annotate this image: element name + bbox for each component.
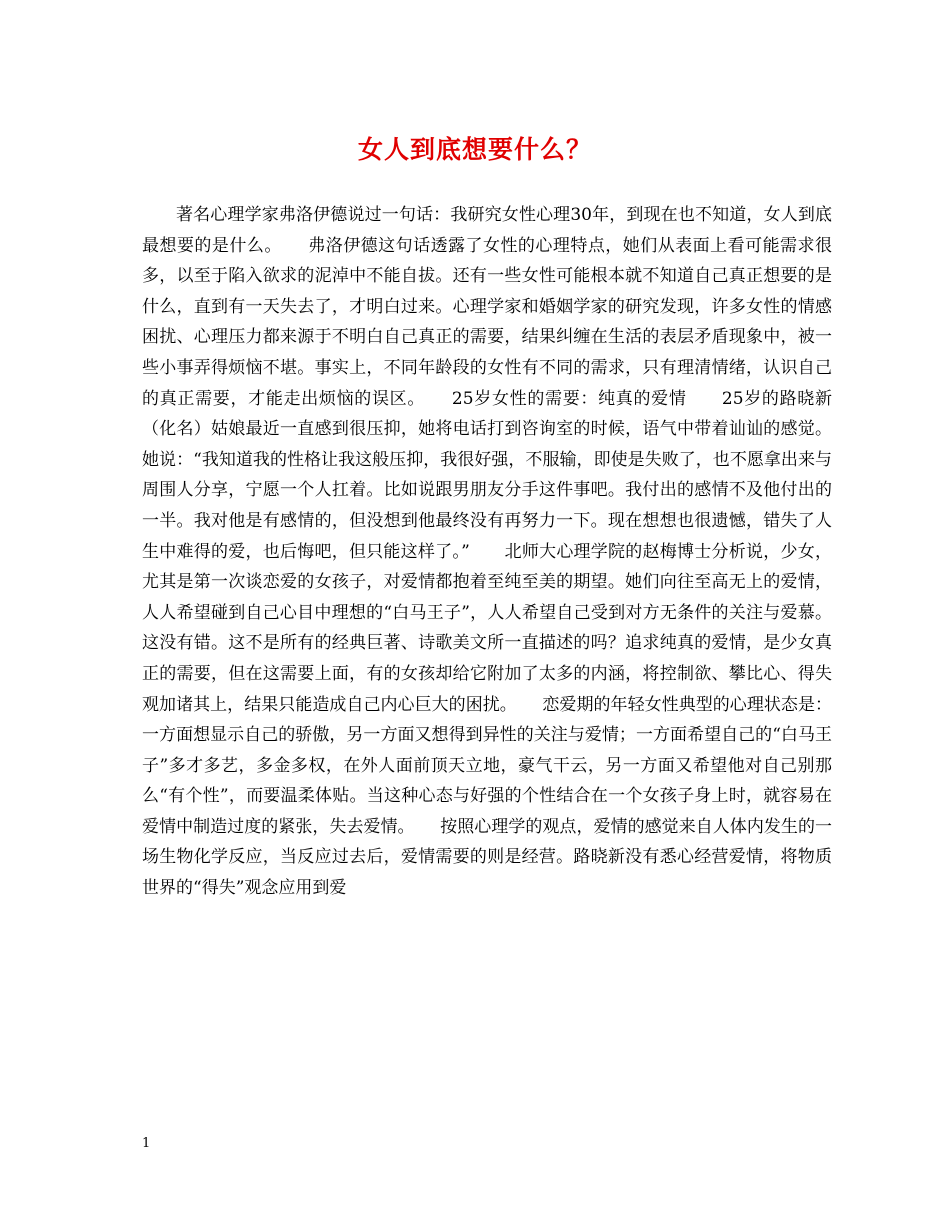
- page-number: 1: [142, 1136, 151, 1151]
- document-body-paragraph: 著名心理学家弗洛伊德说过一句话：我研究女性心理30年，到现在也不知道，女人到底最想要的是什么。 弗洛伊德这句话透露了女性的心理特点，她们从表面上看可能需求很多，以至于陷入欲求的泥淖中不能自拔。还有一些女性可能根本就不知道自己真正想要的是什么，直到有一天失去了，才明白过来。心理学家和婚姻学家的研究发现，许多女性的情感困扰、心理压力都来源于不明白自己真正的需要，结果纠缠在生活的表层矛盾现象中，被一些小事弄得烦恼不堪。事实上，不同年龄段的女性有不同的需求，只有理清情绪，认识自己的真正需要，才能走出烦恼的误区。 25岁女性的需要：纯真的爱情 25岁的路晓新（化名）姑娘最近一直感到很压抑，她将电话打到咨询室的时候，语气中带着讪讪的感觉。她说：“我知道我的性格让我这般压抑，我很好强，不服输，即使是失败了，也不愿拿出来与周围人分享，宁愿一个人扛着。比如说跟男朋友分手这件事吧。我付出的感情不及他付出的一半。我对他是有感情的，但没想到他最终没有再努力一下。现在想想也很遗憾，错失了人生中难得的爱，也后悔吧，但只能这样了。” 北师大心理学院的赵梅博士分析说，少女，尤其是第一次谈恋爱的女孩子，对爱情都抱着至纯至美的期望。她们向往至高无上的爱情，人人希望碰到自己心目中理想的“白马王子”，人人希望自己受到对方无条件的关注与爱慕。这没有错。这不是所有的经典巨著、诗歌美文所一直描述的吗？追求纯真的爱情，是少女真正的需要，但在这需要上面，有的女孩却给它附加了太多的内涵，将控制欲、攀比心、得失观加诸其上，结果只能造成自己内心巨大的困扰。 恋爱期的年轻女性典型的心理状态是：一方面想显示自己的骄傲，另一方面又想得到异性的关注与爱情；一方面希望自己的“白马王子”多才多艺，多金多权，在外人面前顶天立地，豪气干云，另一方面又希望他对自己别那么“有个性”，而要温柔体贴。当这种心态与好强的个性结合在一个女孩子身上时，就容易在爱情中制造过度的紧张，失去爱情。 按照心理学的观点，爱情的感觉来自人体内发生的一场生物化学反应，当反应过去后，爱情需要的则是经营。路晓新没有悉心经营爱情，将物质世界的“得失”观念应用到爱: [142, 205, 832, 899]
- document-title: 女人到底想要什么？: [357, 135, 592, 164]
